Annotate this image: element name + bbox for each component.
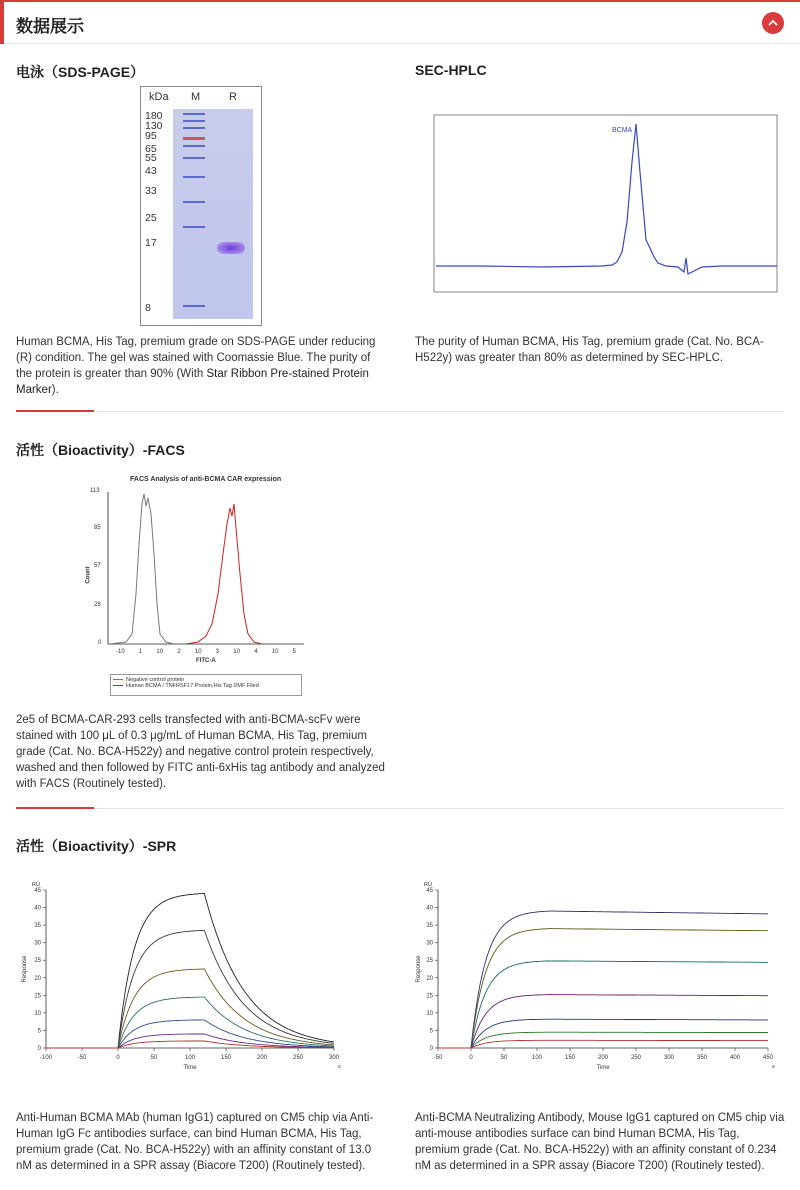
y-tick-label: 10 bbox=[34, 1010, 41, 1017]
sds-caption bbox=[16, 334, 386, 398]
mw-marker-label: 33 bbox=[145, 185, 157, 197]
y-tick-label: 45 bbox=[34, 888, 41, 894]
sds-caption-text: Human BCMA, His Tag, premium grade on SDS-PAGE under reducing (R) condition. The gel was stained with Coomassie Blue. The purity of the protein is greater than 90% (With bbox=[16, 336, 376, 380]
hplc-plot bbox=[422, 112, 782, 300]
mw-marker-label: 17 bbox=[145, 237, 157, 249]
x-tick-label: -50 bbox=[433, 1055, 443, 1061]
spr-right-chart-container bbox=[412, 872, 782, 1092]
y-axis-label: Response bbox=[416, 955, 422, 983]
divider-accent bbox=[16, 410, 94, 412]
y-tick-label: 20 bbox=[426, 975, 433, 982]
x-tick-label: 0 bbox=[116, 1055, 120, 1061]
x-tick-label: 100 bbox=[184, 1055, 196, 1061]
x-tick-label: 50 bbox=[500, 1055, 508, 1061]
facs-y-tick: 113 bbox=[90, 488, 100, 494]
spr-right-sensorgram bbox=[412, 872, 782, 1092]
facs-title: 活性（Bioactivity）-FACS bbox=[16, 442, 185, 458]
facs-chart-title: FACS Analysis of anti-BCMA CAR expression bbox=[130, 476, 282, 483]
facs-x-tick: 2 bbox=[177, 649, 181, 655]
sensorgram-curve bbox=[46, 894, 334, 1049]
hplc-caption: The purity of Human BCMA, His Tag, premium grade (Cat. No. BCA-H522y) was greater than 80% as determined by SEC-HPLC. bbox=[415, 336, 764, 364]
y-tick-label: 40 bbox=[426, 905, 433, 912]
y-tick-label: 30 bbox=[34, 940, 41, 947]
y-tick-label: 35 bbox=[426, 923, 433, 930]
sample-band bbox=[217, 242, 245, 254]
lane-m-label: M bbox=[191, 91, 201, 103]
y-tick-label: 25 bbox=[426, 958, 433, 965]
y-tick-label: 30 bbox=[426, 940, 433, 947]
x-tick-label: 250 bbox=[630, 1055, 642, 1061]
x-tick-label: 350 bbox=[696, 1055, 708, 1061]
y-tick-label: 45 bbox=[426, 888, 433, 894]
marker-band bbox=[183, 113, 205, 115]
sensorgram-curve bbox=[438, 961, 768, 1048]
sensorgram-curve bbox=[438, 1040, 768, 1048]
y-tick-label: 35 bbox=[34, 923, 41, 930]
mw-marker-label: 25 bbox=[145, 212, 157, 224]
mw-marker-label: 180 bbox=[145, 110, 163, 122]
x-tick-label: 0 bbox=[469, 1055, 473, 1061]
facs-y-tick: 85 bbox=[94, 525, 101, 531]
facs-figure bbox=[86, 472, 312, 702]
marker-band bbox=[183, 157, 205, 159]
facs-y-tick: 0 bbox=[98, 640, 102, 646]
x-tick-label: 200 bbox=[256, 1055, 268, 1061]
y-tick-label: 15 bbox=[34, 993, 41, 1000]
section-header-title: 数据展示 bbox=[16, 17, 84, 36]
bcma-histogram bbox=[186, 504, 262, 644]
mw-marker-label: 95 bbox=[145, 130, 157, 142]
marker-band bbox=[183, 226, 205, 228]
divider-accent bbox=[16, 807, 94, 809]
x-tick-label: 300 bbox=[663, 1055, 675, 1061]
negative-control-histogram bbox=[110, 494, 174, 644]
marker-band bbox=[183, 145, 205, 147]
y-tick-label: 5 bbox=[37, 1028, 41, 1035]
x-unit-label: s bbox=[338, 1064, 341, 1070]
lane-r-label: R bbox=[229, 91, 237, 103]
sds-page-title: 电泳（SDS-PAGE） bbox=[16, 64, 145, 80]
marker-band bbox=[183, 176, 205, 178]
mw-marker-label: 55 bbox=[145, 152, 157, 164]
legend-label: Negative control protein bbox=[126, 677, 185, 683]
x-axis-label: Time bbox=[596, 1065, 610, 1071]
spr-left-caption: Anti-Human BCMA MAb (human IgG1) captured on CM5 chip via Anti-Human IgG Fc antibodies surface, can bind Human BCMA, His Tag, premium grade (Cat. No. BCA-H522y) with an affinity constant of 13.0 nM as determined in a SPR assay (Biacore T200) (Routinely tested). bbox=[16, 1112, 374, 1172]
hplc-peak-label: BCMA bbox=[612, 127, 633, 134]
facs-y-label: Count bbox=[85, 566, 92, 584]
facs-x-tick: 5 bbox=[292, 649, 296, 655]
marker-band bbox=[183, 120, 205, 122]
marker-band bbox=[183, 127, 205, 129]
x-tick-label: -100 bbox=[39, 1055, 53, 1061]
legend-label: Human BCMA / TNFRSF17 Protein,His Tag DMF Filed bbox=[126, 683, 259, 689]
facs-x-label: FITC-A bbox=[196, 658, 216, 664]
y-tick-label: 5 bbox=[429, 1028, 433, 1035]
y-tick-label: 40 bbox=[34, 905, 41, 912]
sec-hplc-title: SEC-HPLC bbox=[415, 62, 487, 78]
y-tick-label: 20 bbox=[34, 975, 41, 982]
mw-marker-label: 43 bbox=[145, 165, 157, 177]
chevron-up-icon bbox=[767, 17, 779, 29]
facs-x-tick: 10 bbox=[271, 649, 279, 655]
section-divider bbox=[16, 808, 784, 809]
x-tick-label: 450 bbox=[762, 1055, 774, 1061]
collapse-toggle-button[interactable] bbox=[762, 12, 784, 34]
y-tick-label: 15 bbox=[426, 993, 433, 1000]
facs-x-tick: 3 bbox=[215, 649, 220, 655]
facs-legend bbox=[110, 674, 302, 696]
sensorgram-curve bbox=[438, 1019, 768, 1048]
x-tick-label: 200 bbox=[597, 1055, 609, 1061]
y-unit-label: RU bbox=[32, 882, 40, 888]
hplc-trace-line bbox=[436, 124, 777, 274]
facs-x-tick: 10 bbox=[194, 649, 202, 655]
sds-caption-end: ). bbox=[51, 384, 59, 396]
mw-marker-label: 8 bbox=[145, 302, 151, 314]
x-tick-label: 100 bbox=[531, 1055, 543, 1061]
mw-marker-label: 65 bbox=[145, 143, 157, 155]
y-tick-label: 10 bbox=[426, 1010, 433, 1017]
marker-band-red bbox=[183, 137, 205, 140]
x-tick-label: 150 bbox=[220, 1055, 232, 1061]
legend-swatch-red bbox=[113, 685, 123, 686]
marker-band bbox=[183, 201, 205, 203]
x-tick-label: 50 bbox=[150, 1055, 158, 1061]
x-tick-label: 150 bbox=[564, 1055, 576, 1061]
spr-left-chart-container bbox=[18, 872, 382, 1092]
sensorgram-curve bbox=[438, 911, 768, 1048]
spr-right-caption: Anti-BCMA Neutralizing Antibody, Mouse IgG1 captured on CM5 chip via anti-mouse antibodies surface can bind Human BCMA, His Tag, premium grade (Cat. No. BCA-H522y) with an affinity constant of 0.234 nM as determined in a SPR assay (Biacore T200) (Routinely tested). bbox=[415, 1112, 785, 1172]
sensorgram-curve bbox=[46, 997, 334, 1048]
x-unit-label: s bbox=[772, 1064, 775, 1070]
facs-x-ticks bbox=[116, 649, 296, 655]
x-tick-label: 400 bbox=[729, 1055, 741, 1061]
kda-label: kDa bbox=[149, 91, 169, 103]
sensorgram-curve bbox=[46, 969, 334, 1048]
section-header bbox=[0, 0, 800, 44]
spr-left-sensorgram bbox=[18, 872, 382, 1092]
y-tick-label: 25 bbox=[34, 958, 41, 965]
sec-hplc-chromatogram bbox=[422, 112, 782, 300]
header-accent-bar bbox=[0, 2, 4, 44]
x-tick-label: 250 bbox=[292, 1055, 304, 1061]
sds-gel-image bbox=[140, 86, 262, 326]
mw-marker-label: 130 bbox=[145, 120, 163, 132]
x-axis-label: Time bbox=[183, 1065, 197, 1071]
facs-x-tick: 1 bbox=[138, 649, 143, 655]
x-tick-label: -50 bbox=[77, 1055, 87, 1061]
y-tick-label: 0 bbox=[429, 1046, 433, 1052]
y-axis-label: Response bbox=[22, 955, 28, 983]
facs-x-tick: 4 bbox=[254, 649, 258, 655]
legend-swatch-gray bbox=[113, 679, 123, 680]
facs-y-tick: 28 bbox=[94, 602, 101, 608]
facs-x-tick: 10 bbox=[156, 649, 164, 655]
legend-item bbox=[113, 683, 299, 689]
facs-caption: 2e5 of BCMA-CAR-293 cells transfected with anti-BCMA-scFv were stained with 100 μL of 0.3 μg/mL of Human BCMA, His Tag, premium grade (Cat. No. BCA-H522y) and negative control protein respectively, washed and then followed by FITC anti-6xHis tag antibody and analyzed with FACS (Routinely tested). bbox=[16, 714, 385, 790]
y-tick-label: 0 bbox=[37, 1046, 41, 1052]
marker-band bbox=[183, 305, 205, 307]
gel-lanes bbox=[173, 109, 253, 319]
x-tick-label: 300 bbox=[328, 1055, 340, 1061]
y-unit-label: RU bbox=[424, 882, 432, 888]
section-divider bbox=[16, 411, 784, 412]
facs-y-tick: 57 bbox=[94, 563, 101, 569]
marker-product-link[interactable]: Star Ribbon Pre-stained Protein Marker bbox=[16, 368, 369, 396]
spr-title: 活性（Bioactivity）-SPR bbox=[16, 838, 177, 854]
facs-x-tick: 10 bbox=[233, 649, 240, 655]
facs-x-tick: -10 bbox=[116, 649, 125, 655]
